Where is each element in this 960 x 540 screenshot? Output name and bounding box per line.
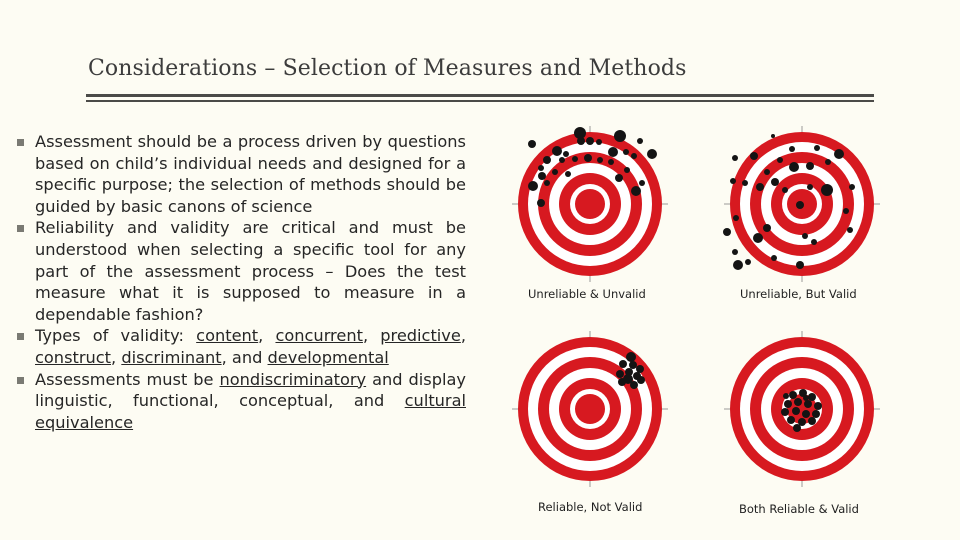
shot-mark-unreliable-but-valid-30 bbox=[771, 255, 777, 261]
shot-mark-unreliable-but-valid-31 bbox=[796, 261, 804, 269]
shot-mark-unreliable-unvalid-20 bbox=[552, 169, 558, 175]
validity-term-developmental: developmental bbox=[267, 347, 389, 367]
target-ring-reliable-not-valid-7 bbox=[575, 394, 605, 424]
bullet-item-assessment-process bbox=[16, 131, 466, 217]
shot-mark-unreliable-unvalid-1 bbox=[528, 140, 536, 148]
shot-mark-reliable-not-valid-10 bbox=[618, 378, 626, 386]
shot-mark-unreliable-unvalid-28 bbox=[639, 180, 645, 186]
validity-term-concurrent: concurrent bbox=[275, 326, 363, 346]
shot-mark-reliable-not-valid-1 bbox=[626, 352, 636, 362]
shot-mark-unreliable-unvalid-4 bbox=[552, 146, 562, 156]
shot-mark-unreliable-unvalid-11 bbox=[614, 130, 626, 142]
shot-mark-unreliable-but-valid-11 bbox=[750, 152, 758, 160]
square-bullet-icon bbox=[17, 139, 24, 146]
separator: , bbox=[362, 326, 381, 346]
term-cultural-equivalence: cultural equivalence bbox=[35, 391, 466, 432]
shot-mark-reliable-not-valid-9 bbox=[637, 376, 645, 384]
slide-title: Considerations – Selection of Measures and Methods bbox=[88, 56, 687, 81]
shot-mark-unreliable-unvalid-26 bbox=[624, 167, 630, 173]
shot-mark-unreliable-but-valid-2 bbox=[789, 146, 795, 152]
shot-mark-unreliable-unvalid-19 bbox=[584, 154, 592, 162]
shot-mark-unreliable-but-valid-15 bbox=[756, 183, 764, 191]
shot-mark-unreliable-unvalid-7 bbox=[563, 151, 569, 157]
bullet-text: Assessment should be a process driven by questions based on child’s individual needs and designed for a specific purpose; the selection of methods should be guided by basic canons of science bbox=[35, 132, 466, 216]
shot-mark-unreliable-but-valid-18 bbox=[821, 184, 833, 196]
shot-mark-both-reliable-valid-14 bbox=[808, 417, 816, 425]
shot-mark-unreliable-unvalid-24 bbox=[565, 171, 571, 177]
shot-mark-unreliable-unvalid-9 bbox=[586, 137, 594, 145]
shot-mark-both-reliable-valid-9 bbox=[792, 407, 800, 415]
shot-mark-unreliable-but-valid-24 bbox=[733, 215, 739, 221]
shot-mark-both-reliable-valid-4 bbox=[784, 400, 792, 408]
shot-mark-unreliable-but-valid-21 bbox=[843, 208, 849, 214]
shot-mark-unreliable-but-valid-12 bbox=[732, 155, 738, 161]
shot-mark-both-reliable-valid-6 bbox=[804, 400, 812, 408]
bullet-list bbox=[16, 131, 466, 433]
shot-mark-unreliable-but-valid-26 bbox=[723, 228, 731, 236]
shot-mark-unreliable-unvalid-6 bbox=[577, 137, 585, 145]
separator: , bbox=[111, 347, 122, 367]
shot-mark-unreliable-unvalid-23 bbox=[544, 180, 550, 186]
shot-mark-unreliable-unvalid-22 bbox=[528, 181, 538, 191]
shot-mark-unreliable-unvalid-25 bbox=[615, 174, 623, 182]
caption-both-reliable-valid: Both Reliable & Valid bbox=[739, 502, 859, 516]
bullet-text: Types of validity: bbox=[35, 326, 197, 346]
term-nondiscriminatory: nondiscriminatory bbox=[219, 369, 367, 389]
shot-mark-unreliable-but-valid-22 bbox=[847, 227, 853, 233]
shot-mark-unreliable-but-valid-6 bbox=[806, 162, 814, 170]
validity-term-discriminant: discriminant bbox=[121, 347, 222, 367]
shot-mark-unreliable-but-valid-23 bbox=[763, 224, 771, 232]
shot-mark-unreliable-but-valid-29 bbox=[733, 260, 743, 270]
bullet-item-reliability-validity bbox=[16, 217, 466, 325]
shot-mark-unreliable-unvalid-12 bbox=[608, 147, 618, 157]
target-ring-unreliable-unvalid-7 bbox=[575, 189, 605, 219]
bullet-item-nondiscriminatory bbox=[16, 369, 466, 434]
shot-mark-unreliable-unvalid-15 bbox=[647, 149, 657, 159]
shot-mark-unreliable-but-valid-1 bbox=[771, 134, 775, 138]
shot-mark-unreliable-but-valid-32 bbox=[811, 239, 817, 245]
shot-mark-both-reliable-valid-12 bbox=[787, 416, 795, 424]
shot-mark-unreliable-unvalid-30 bbox=[559, 157, 565, 163]
shot-mark-unreliable-but-valid-20 bbox=[796, 201, 804, 209]
title-rule-thin bbox=[86, 100, 874, 102]
shot-mark-unreliable-unvalid-27 bbox=[631, 186, 641, 196]
shot-mark-both-reliable-valid-10 bbox=[802, 410, 810, 418]
shot-mark-unreliable-unvalid-13 bbox=[623, 149, 629, 155]
shot-mark-both-reliable-valid-3 bbox=[808, 393, 816, 401]
shot-mark-unreliable-unvalid-3 bbox=[538, 165, 544, 171]
validity-term-content: content bbox=[196, 326, 259, 346]
shot-mark-unreliable-but-valid-5 bbox=[825, 159, 831, 165]
shot-mark-unreliable-but-valid-4 bbox=[834, 149, 844, 159]
target-illustration-grid bbox=[510, 120, 880, 530]
shot-mark-unreliable-unvalid-17 bbox=[608, 159, 614, 165]
shot-mark-unreliable-but-valid-16 bbox=[782, 187, 788, 193]
square-bullet-icon bbox=[17, 333, 24, 340]
shot-mark-reliable-not-valid-11 bbox=[630, 381, 638, 389]
bullet-item-types-of-validity bbox=[16, 325, 466, 368]
shot-mark-unreliable-but-valid-3 bbox=[814, 145, 820, 151]
shot-mark-unreliable-but-valid-27 bbox=[732, 249, 738, 255]
square-bullet-icon bbox=[17, 377, 24, 384]
shot-mark-both-reliable-valid-8 bbox=[781, 408, 789, 416]
shot-mark-unreliable-unvalid-21 bbox=[538, 172, 546, 180]
separator: , bbox=[258, 326, 276, 346]
shot-mark-both-reliable-valid-11 bbox=[812, 410, 820, 418]
separator: , bbox=[460, 326, 466, 346]
shot-mark-unreliable-unvalid-10 bbox=[596, 139, 602, 145]
validity-term-construct: construct bbox=[35, 347, 112, 367]
shot-mark-reliable-not-valid-2 bbox=[619, 360, 627, 368]
caption-unreliable-but-valid: Unreliable, But Valid bbox=[740, 287, 857, 301]
shot-mark-unreliable-unvalid-2 bbox=[543, 156, 551, 164]
shot-mark-unreliable-unvalid-16 bbox=[631, 153, 637, 159]
caption-unreliable-unvalid: Unreliable & Unvalid bbox=[528, 287, 646, 301]
caption-reliable-not-valid: Reliable, Not Valid bbox=[538, 500, 643, 514]
shot-mark-both-reliable-valid-15 bbox=[793, 424, 801, 432]
shot-mark-unreliable-but-valid-33 bbox=[802, 233, 808, 239]
shot-mark-reliable-not-valid-3 bbox=[629, 361, 637, 369]
shot-mark-unreliable-but-valid-28 bbox=[745, 259, 751, 265]
bullet-text: Assessments must be bbox=[35, 369, 220, 389]
validity-term-predictive: predictive bbox=[380, 326, 461, 346]
bullet-text: Reliability and validity are critical and must be understood when selecting a specific tool for any part of the assessment process – Does the test measure what it is supposed to measure in a dependable fashion? bbox=[35, 218, 466, 324]
shot-mark-unreliable-but-valid-13 bbox=[730, 178, 736, 184]
separator: , and bbox=[221, 347, 268, 367]
shot-mark-unreliable-but-valid-9 bbox=[764, 169, 770, 175]
shot-mark-reliable-not-valid-6 bbox=[616, 370, 624, 378]
title-rule-thick bbox=[86, 94, 874, 97]
shot-mark-unreliable-but-valid-8 bbox=[777, 157, 783, 163]
shot-mark-unreliable-but-valid-10 bbox=[771, 178, 779, 186]
bullet-text: and display linguistic, functional, conceptual, and bbox=[35, 369, 466, 411]
square-bullet-icon bbox=[17, 225, 24, 232]
shot-mark-reliable-not-valid-4 bbox=[636, 365, 644, 373]
shot-mark-unreliable-unvalid-8 bbox=[572, 156, 578, 162]
shot-mark-unreliable-but-valid-17 bbox=[807, 184, 813, 190]
shot-mark-unreliable-unvalid-14 bbox=[637, 138, 643, 144]
shot-mark-unreliable-but-valid-14 bbox=[742, 180, 748, 186]
shot-mark-both-reliable-valid-1 bbox=[789, 391, 797, 399]
shot-mark-both-reliable-valid-5 bbox=[794, 398, 802, 406]
shot-mark-unreliable-unvalid-29 bbox=[537, 199, 545, 207]
shot-mark-unreliable-but-valid-7 bbox=[789, 162, 799, 172]
shot-mark-unreliable-unvalid-18 bbox=[597, 157, 603, 163]
shot-mark-both-reliable-valid-16 bbox=[803, 395, 809, 401]
shot-mark-unreliable-but-valid-19 bbox=[849, 184, 855, 190]
shot-mark-both-reliable-valid-17 bbox=[783, 393, 789, 399]
shot-mark-unreliable-but-valid-25 bbox=[753, 233, 763, 243]
target-illustrations bbox=[510, 120, 880, 530]
shot-mark-both-reliable-valid-7 bbox=[814, 402, 822, 410]
